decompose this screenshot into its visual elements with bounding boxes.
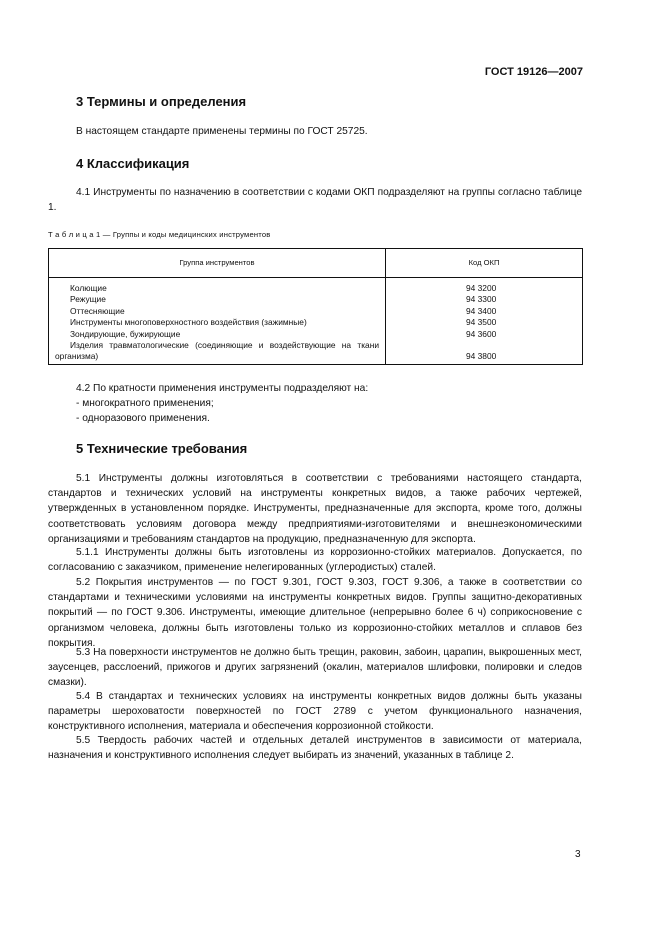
table-header-group: Группа инструментов [179,258,255,267]
table-cell-group: Режущие [70,294,106,305]
paragraph-4-1: 4.1 Инструменты по назначению в соответствии с кодами ОКП подразделяют на группы согласно таблице 1. [48,187,582,214]
table-cell-group: Инструменты многоповерхностного воздействия (зажимные) [70,317,307,328]
section-3-text: В настоящем стандарте применены термины по ГОСТ 25725. [76,126,368,137]
list-item: - многократного применения; [76,398,214,409]
paragraph-5-3: 5.3 На поверхности инструментов не должно быть трещин, раковин, забоин, царапин, выкрошенных мест, заусенцев, расслоений, прижогов и других загрязнений (окалин, материалов шлифовки, полировки и следов смазки). [48,647,582,689]
table-cell-code: 94 3200 [466,283,497,293]
table-cell-code: 94 3800 [466,351,497,362]
paragraph-5-5: 5.5 Твердость рабочих частей и отдельных деталей инструментов в зависимости от материала, назначения и конструктивного исполнения следует выбирать из значений, указанных в таблице 2. [48,735,582,762]
table-1-caption: Т а б л и ц а 1 — Группы и коды медицинских инструментов [48,230,271,239]
table-cell-group: Изделия травматологические (соединяющие и воздействующие на ткани организма) [55,340,379,362]
paragraph-5-1-1: 5.1.1 Инструменты должны быть изготовлены из коррозионно-стойких материалов. Допускается, по согласованию с заказчиком, применение нелегированных (углеродистых) сталей. [48,547,582,574]
list-item: - одноразового применения. [76,413,210,424]
section-4-heading: 4 Классификация [76,156,190,171]
table-cell-code: 94 3400 [466,305,497,316]
page-number: 3 [575,849,581,860]
table-1 [48,248,583,365]
paragraph-4-2: 4.2 По кратности применения инструменты подразделяют на: [76,383,369,394]
table-cell-group: Колющие [70,283,107,293]
table-cell-group: Зондирующие, бужирующие [70,328,181,339]
table-cell-code: 94 3500 [466,317,497,328]
paragraph-5-2: 5.2 Покрытия инструментов — по ГОСТ 9.301, ГОСТ 9.303, ГОСТ 9.306, а также в соответствии со стандартами и техническими условиями на инструменты конкретных видов. Группы защитно-декоративных покрытий — по ГОСТ 9.306. Инструменты, имеющие длительное (непрерывно более 6 ч) соприкосновение с организмом человека, должны быть изготовлены только из коррозионно-стойких металлов и сплавов без покрытия. [48,577,582,649]
paragraph-5-4: 5.4 В стандартах и технических условиях на инструменты конкретных видов должны быть указаны параметры шероховатости поверхностей по ГОСТ 2789 с учетом функционального назначения, конструктивного исполнения, материала и обеспечения коррозионной стойкости. [48,691,582,733]
table-header-code: Код ОКП [468,258,500,267]
document-number: ГОСТ 19126—2007 [484,66,583,78]
paragraph-5-1: 5.1 Инструменты должны изготовляться в соответствии с требованиями настоящего стандарта, стандартов и технических условий на инструменты конкретных видов, а также рабочих чертежей, утвержденных в установленном порядке. Инструменты, предназначенные для экспорта, кроме того, должны соответствовать условиям договора между предприятиями-изготовителями и внешнеэкономическими организациями и требованиям стандартов на продукцию, предназначенную для экспорта. [48,473,582,545]
table-cell-code: 94 3300 [466,294,497,305]
section-3-heading: 3 Термины и определения [76,94,247,109]
table-cell-code: 94 3600 [466,328,497,339]
table-cell-group: Оттесняющие [70,305,125,316]
section-5-heading: 5 Технические требования [76,441,248,456]
